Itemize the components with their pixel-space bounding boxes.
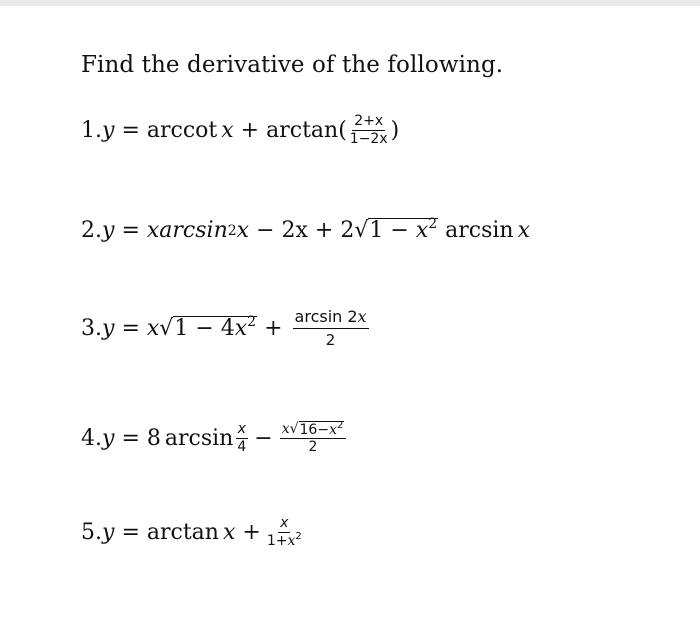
var-x: x	[222, 520, 236, 545]
fraction-denominator: $1+x^2$	[266, 531, 302, 549]
fraction-denominator: 2	[325, 331, 336, 349]
fraction-numerator: x	[237, 421, 246, 437]
minus-sign: −	[256, 218, 275, 243]
fraction	[348, 113, 390, 148]
var-x: x	[236, 218, 250, 243]
problem-5	[81, 515, 307, 550]
var-y: y	[102, 426, 115, 451]
var-x: x	[221, 118, 234, 143]
term-2x: 2x	[281, 218, 308, 243]
equals-sign: =	[121, 118, 140, 143]
problem-2: 2. y = xarcsin 2 x − 2x + 2 √ $1 - x^2$ arcsin x	[81, 216, 531, 243]
fraction-denominator: 2	[308, 439, 318, 455]
plus-sign: +	[242, 520, 261, 545]
var-y: y	[102, 218, 115, 243]
term-xarcsin: xarcsin	[146, 218, 228, 243]
worksheet-heading: Find the derivative of the following.	[81, 52, 504, 78]
radical-sign: √	[159, 316, 174, 341]
func-arcsin: arcsin	[445, 218, 514, 243]
square-root	[159, 316, 257, 341]
fraction-numerator: x	[280, 515, 289, 531]
close-paren: )	[390, 118, 400, 143]
plus-sign: +	[314, 218, 334, 243]
problem-number: 5.	[81, 520, 102, 545]
fraction	[293, 306, 369, 351]
minus-sign: −	[254, 426, 273, 451]
func-arctan: arctan	[146, 520, 219, 545]
var-x: x	[517, 218, 531, 243]
var-y: y	[102, 316, 115, 341]
equals-sign: =	[121, 218, 140, 243]
radical-sign: √	[354, 218, 369, 243]
plus-sign: +	[264, 316, 283, 341]
square-root	[354, 218, 438, 243]
coefficient: 8	[146, 426, 161, 451]
equals-sign: =	[121, 426, 140, 451]
fraction-numerator: 2+x	[354, 113, 384, 129]
top-border	[0, 0, 700, 6]
fraction-numerator: arcsin 2x	[293, 306, 369, 329]
fraction-denominator: 1−2x	[349, 131, 388, 147]
problem-number: 4.	[81, 426, 102, 451]
equals-sign: =	[121, 316, 140, 341]
var-x: x	[146, 316, 160, 341]
fraction-x-over-4	[235, 421, 248, 456]
fraction-numerator: x √ $16-x^2$	[280, 421, 347, 439]
fraction-sqrt	[280, 421, 347, 456]
fraction	[265, 515, 304, 550]
var-y: y	[102, 520, 115, 545]
func-arcsin: arcsin	[164, 426, 234, 451]
coefficient: 2	[340, 218, 355, 243]
problem-3	[81, 306, 372, 351]
radicand: $1 - 4x^2$	[174, 314, 257, 341]
problem-number: 3.	[81, 316, 102, 341]
plus-sign: +	[240, 118, 260, 143]
var-y: y	[102, 118, 115, 143]
problem-number: 1.	[81, 118, 102, 143]
problem-1	[81, 113, 399, 148]
problem-number: 2.	[81, 218, 102, 243]
equals-sign: =	[121, 520, 140, 545]
func-arctan: arctan(	[266, 118, 347, 143]
fraction-denominator: 4	[237, 439, 247, 455]
problem-4	[81, 421, 349, 456]
func-arccot: arccot	[146, 118, 218, 143]
radicand: $1 - x^2$	[369, 216, 438, 243]
